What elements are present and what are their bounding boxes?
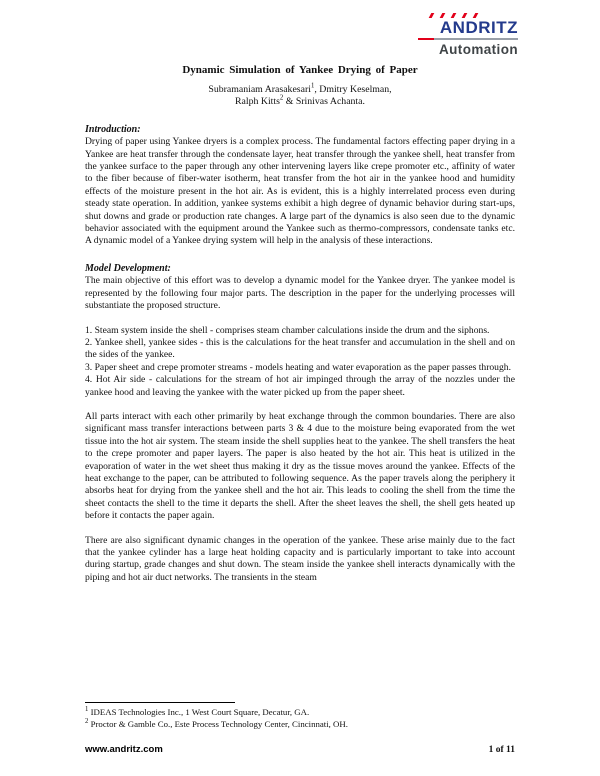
logo-divider xyxy=(418,38,518,40)
introduction-heading: Introduction: xyxy=(85,123,141,135)
list-item-3: 3. Paper sheet and crepe promoter streams - models heating and water evaporation as the paper passes through. xyxy=(85,361,511,373)
introduction-paragraph: Drying of paper using Yankee dryers is a complex process. The fundamental factors effecting paper drying in a Yankee are heat transfer through the condensate layer, heat transfer through the yankee shell, heat transfer from the yankee surface to the paper through any other intervening layers like crepe promoter etc., affinity of water to the fiber because of fiber-water isotherm, heat transfer from the hot air in the yankee hood and humidity effects of the moisture present in the hot air. As is evident, this is a highly interrelated process even during steady state operation. In addition, yankee systems exhibit a high degree of dynamic behavior during start-ups, shut downs and grade or production rate changes. A large part of the dynamics is also seen due to the dynamic behavior associated with the equipment around the Yankee such as thermo-compressors, condensate tanks etc. A dynamic model of a Yankee drying system will help in the analysis of these interactions. xyxy=(85,136,515,247)
author-name: & Srinivas Achanta. xyxy=(283,96,365,108)
logo-division-label: Automation xyxy=(439,42,518,58)
model-paragraph-2: All parts interact with each other primarily by heat exchange through the common boundaries. There are also significant mass transfer interactions between parts 3 & 4 due to the moisture being evaporated from the wet tissue into the hot air system. The steam inside the shell supplies heat to the yankee. The shell transfers the heat to the crepe promoter and paper layers. The paper is also heated by the hot air. This heat is utilized in the evaporation of water in the wet sheet thus making it dry as the tissue moves around the yankee. Effects of the heat exchange to the paper, can be attributed to following sequence. As the paper travels along the periphery it absorbs heat for drying from the yankee shell and the hot air. This leads to cooling the shell from the time the sheet contacts the shell to the time it departs the shell. After the sheet leaves the shell, the shell gets heated up before it contacts the paper again. xyxy=(85,410,515,522)
model-paragraph-1: The main objective of this effort was to develop a dynamic model for the Yankee dryer. The yankee model is represented by the following four major parts. The description in the paper for the underlying processes will substantiate the proposed structure. xyxy=(85,275,515,312)
model-paragraph-3: There are also significant dynamic changes in the operation of the yankee. These arise mainly due to the fact that the yankee cylinder has a large heat holding capacity and is particularly important to take into account during startup, grade changes and shut down. The steam inside the yankee shell interacts dynamically with the piping and hot air duct networks. The transients in the steam xyxy=(85,534,515,583)
page-footer xyxy=(85,744,515,756)
logo-division-row xyxy=(418,42,518,58)
andritz-logo xyxy=(418,13,518,58)
model-development-heading: Model Development: xyxy=(85,262,171,274)
list-item-1: 1. Steam system inside the shell - comprises steam chamber calculations inside the drum and the siphons. xyxy=(85,324,490,336)
andritz-wordmark: ANDRITZ xyxy=(439,18,518,37)
author-name: Subramaniam Arasakesari xyxy=(208,84,311,95)
list-item-4: 4. Hot Air side - calculations for the stream of hot air impinged through the array of the nozzles under the yankee hood and leaving the yankee with the water picked up from the paper sheet. xyxy=(85,374,515,398)
model-parts-list xyxy=(85,325,515,399)
andritz-wordmark-row xyxy=(418,13,518,37)
page-number: 1 of 11 xyxy=(488,744,515,755)
list-item-2: 2. Yankee shell, yankee sides - this is the calculations for the heat transfer and accumulation in the shell and on the sides of the yankee. xyxy=(85,336,515,361)
paper-title: Dynamic Simulation of Yankee Drying of Paper xyxy=(182,64,418,76)
footnote-2 xyxy=(85,719,515,731)
footnote-text: IDEAS Technologies Inc., 1 West Court Square, Decatur, GA. xyxy=(88,707,310,717)
footnote-marker: 1 xyxy=(85,706,89,714)
footnote-separator xyxy=(85,702,235,703)
footnotes-block xyxy=(85,702,515,730)
author-line-1 xyxy=(85,84,515,96)
authors-block xyxy=(85,84,515,109)
author-line-2 xyxy=(85,96,515,108)
footnote-text: Proctor & Gamble Co., Este Process Technology Center, Cincinnati, OH. xyxy=(88,718,348,729)
author-footnote-marker: 1 xyxy=(310,82,315,90)
website-link[interactable]: www.andritz.com xyxy=(85,743,163,755)
footnote-marker: 2 xyxy=(85,717,89,725)
author-footnote-marker: 2 xyxy=(279,95,284,103)
author-name: , Dmitry Keselman, xyxy=(314,84,392,95)
author-name: Ralph Kitts xyxy=(235,96,280,108)
footnote-1 xyxy=(85,707,515,719)
logo-accent-marks-icon xyxy=(430,13,477,18)
